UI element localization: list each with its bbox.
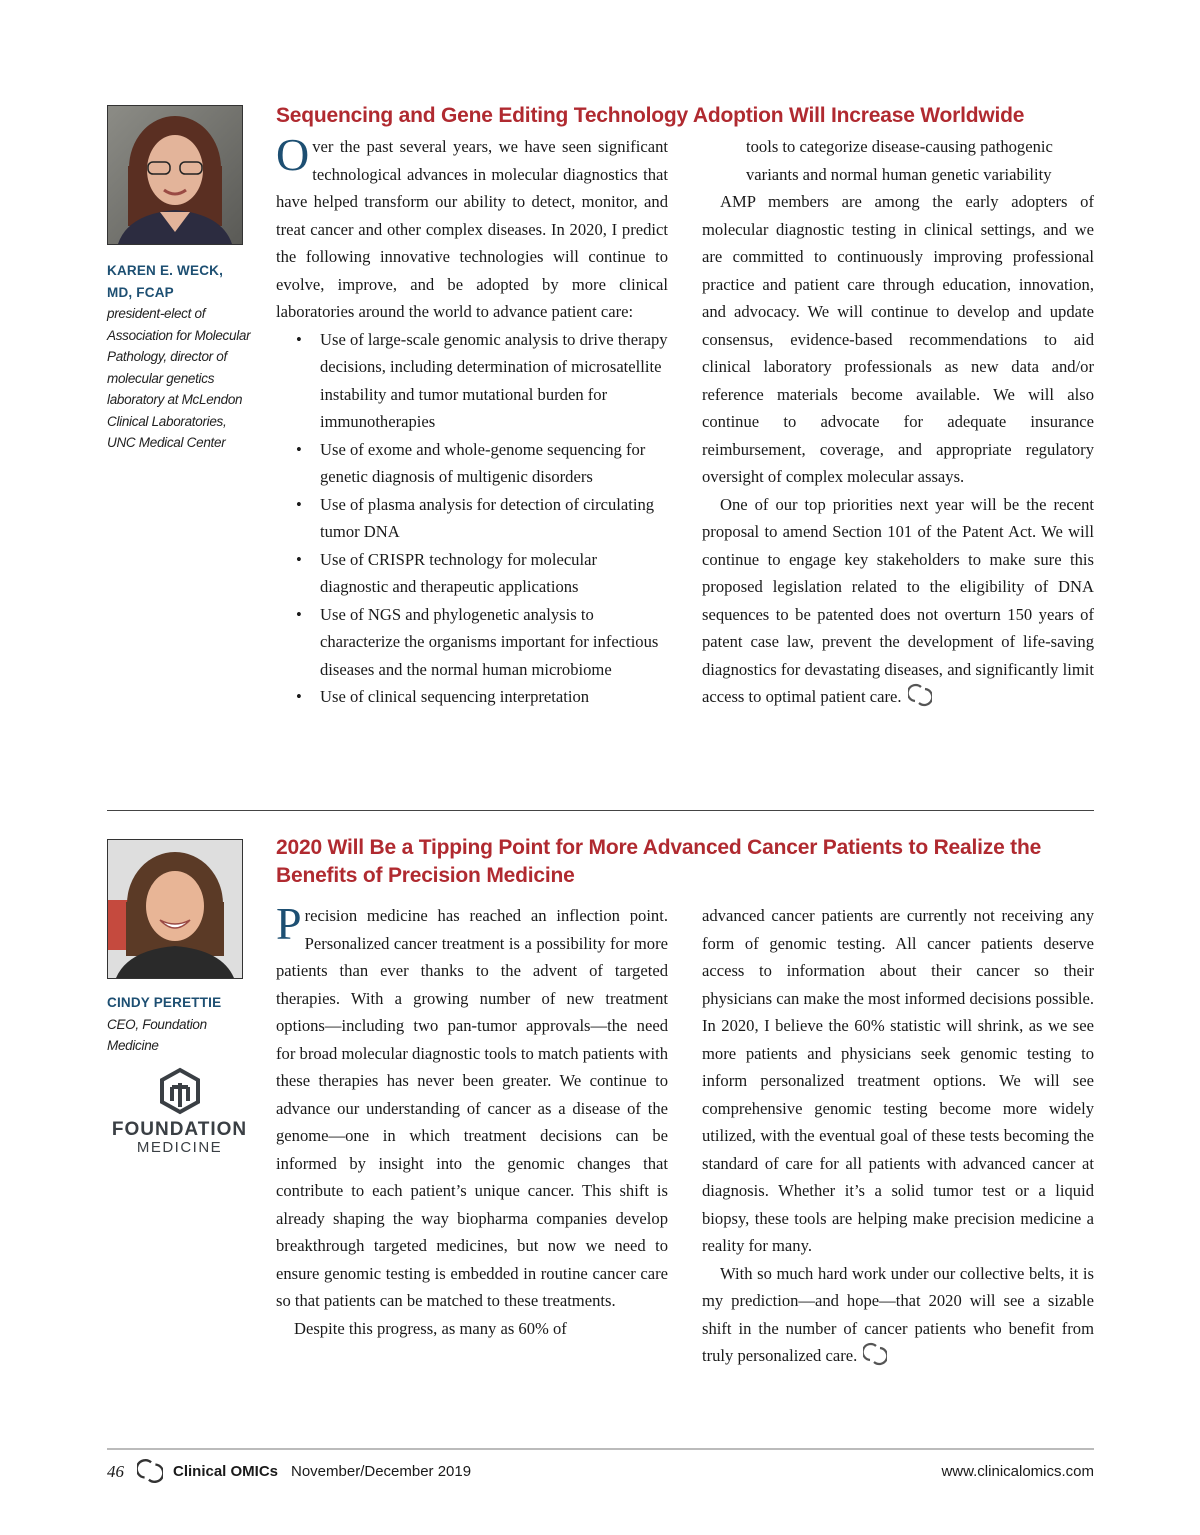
author-credentials: MD, FCAP (107, 284, 174, 300)
column-left (276, 898, 668, 1342)
headline: Sequencing and Gene Editing Technology Adoption Will Increase Worldwide (276, 104, 1025, 127)
intro-paragraph: Over the past several years, we have seen significant technological advances in molecular diagnostics that have helped transform our ability to detect, monitor, and treat cancer and other complex diseases. In 2020, I predict the following innovative technologies will continue to evolve, improve, and be adopted by more clinical laboratories around the world to advance patient care: (276, 129, 668, 321)
list-item: • Use of plasma analysis for detection of circulating tumor DNA (320, 491, 668, 546)
list-item: • Use of clinical sequencing interpretation (320, 683, 668, 711)
paragraph: One of our top priorities next year will be the recent proposal to amend Section 101 of the Patent Act. We will continue to engage key stakeholders to make sure this proposed legislation related to the eligibility of DNA sequences to be patented does not overturn 150 years of patent case law, prevent the development of life-saving diagnostics for devastating diseases, and significantly limit access to optimal patient care. (702, 494, 1094, 706)
article-2 (107, 834, 1094, 1434)
author-bio-cindy-perettie (107, 992, 252, 1057)
author-role: CEO, Foundation Medicine (107, 1016, 207, 1053)
magazine-logo-icon (137, 1458, 163, 1484)
end-mark-icon (863, 1342, 887, 1366)
column-right (702, 133, 1094, 711)
paragraph: Despite this progress, as many as 60% of (294, 1318, 567, 1338)
author-photo-karen-weck (107, 105, 243, 245)
website-link[interactable]: www.clinicalomics.com (941, 1463, 1094, 1480)
paragraph: With so much hard work under our collective belts, it is my prediction—and hope—that 2020 will see a sizable shift in the number of cancer patients who benefit from truly personalized care. (702, 1263, 1094, 1365)
issue-date: November/December 2019 (291, 1463, 472, 1480)
paragraph-continued: advanced cancer patients are currently not receiving any form of genomic testing. All cancer patients deserve access to information about their cancer so their physicians can make the most informed decisions possible. In 2020, I believe the 60% statistic will shrink, as we see more patients and physicians seek genomic testing to inform personalized treatment options. We will see comprehensive genomic testing become more widely utilized, with the eventual goal of these tests becoming the standard of care for all patients with advanced cancer at diagnosis. Whether it’s a solid tumor test or a liquid biopsy, these tools are helping make precision medicine a reality for many. (702, 906, 1094, 1255)
drop-cap: O (276, 129, 310, 180)
list-item: • Use of NGS and phylogenetic analysis to characterize the organisms important for infectious diseases and the normal human microbiome (320, 601, 668, 684)
list-item: • Use of exome and whole-genome sequencing for genetic diagnosis of multigenic disorders (320, 436, 668, 491)
drop-cap: P (276, 898, 302, 949)
column-right (702, 902, 1094, 1370)
foundation-medicine-logo: FOUNDATION MEDICINE (107, 1067, 252, 1156)
list-item: • Use of CRISPR technology for molecular diagnostic and therapeutic applications (320, 546, 668, 601)
paragraph: AMP members are among the early adopters of molecular diagnostic testing in clinical settings, and we are committed to continuously improving professional practice and patient care through education, innovation, and advocacy. We will continue to develop and update consensus, evidence-based recommendations to aid clinical laboratory professionals as new data and/or reference materials become available. We will also continue to advocate for adequate insurance reimbursement, coverage, and appropriate regulatory oversight of complex molecular assays. (702, 192, 1094, 486)
column-left (276, 129, 668, 711)
paragraph: Precision medicine has reached an inflection point. Personalized cancer treatment is a possibility for more patients than ever thanks to the advent of targeted therapies. With a growing number of new treatment options—including two pan-tumor approvals—the need for broad molecular diagnostic tools to match patients with these therapies has never been greater. We continue to advance our understanding of cancer as a disease of the genome—one in which treatment decisions can be informed by insight into the genomic changes that contribute to each patient’s unique cancer. This shift is already shaping the way biopharma companies develop breakthrough targeted medicines, but now we need to ensure genomic testing is embedded in routine cancer care so that patients can be matched to these treatments. (276, 898, 668, 1310)
foundation-medicine-logo-icon (158, 1067, 202, 1115)
article-1 (107, 100, 1094, 800)
page-footer (107, 1448, 1094, 1490)
author-bio-karen-weck (107, 260, 252, 454)
page-number: 46 (107, 1462, 124, 1481)
author-role: president-elect of Association for Molecular Pathology, director of molecular genetics laboratory at McLendon Clinical Laboratories, UNC Medical Center (107, 306, 251, 450)
end-mark-icon (908, 683, 932, 707)
author-name: KAREN E. WECK, (107, 263, 224, 278)
section-divider (107, 810, 1094, 811)
author-photo-cindy-perettie (107, 839, 243, 979)
headline: 2020 Will Be a Tipping Point for More Advanced Cancer Patients to Realize the Benefits of Precision Medicine (276, 836, 1042, 887)
magazine-title: Clinical OMICs (173, 1463, 279, 1480)
author-name: CINDY PERETTIE (107, 995, 222, 1010)
technology-list (276, 326, 668, 711)
list-item-continued: tools to categorize disease-causing pathogenic variants and normal human genetic variability (746, 137, 1053, 184)
list-item: • Use of large-scale genomic analysis to drive therapy decisions, including determination of microsatellite instability and tumor mutational burden for immunotherapies (320, 326, 668, 436)
